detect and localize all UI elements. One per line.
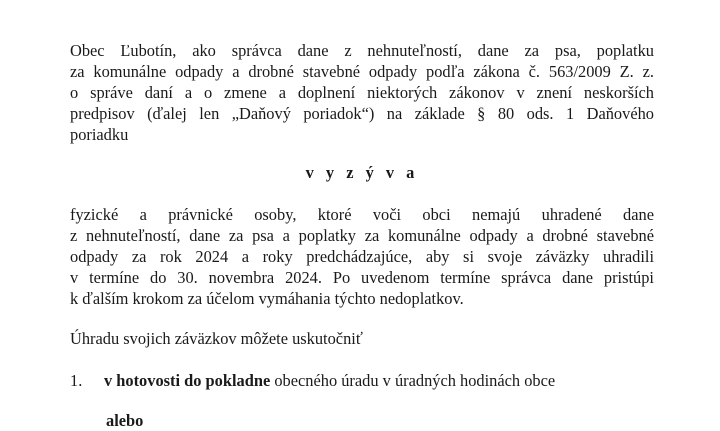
payment-intro: Úhradu svojich záväzkov môžete uskutočniť	[70, 329, 363, 348]
intro-line: Obec Ľubotín, ako správca dane z nehnuteľností, dane za psa, poplatku	[70, 41, 654, 60]
payment-option-bold: v hotovosti do pokladne	[104, 371, 271, 390]
call-line: fyzické a právnické osoby, ktoré voči obci nemajú uhradené dane	[70, 205, 654, 224]
separator-text: alebo	[106, 411, 144, 430]
intro-line: o správe daní a o zmene a doplnení niektorých zákonov v znení neskorších	[70, 83, 654, 102]
intro-line: poriadku	[70, 125, 129, 144]
call-line: k ďalším krokom za účelom vymáhania týchto nedoplatkov.	[70, 289, 464, 308]
intro-line: predpisov (ďalej len „Daňový poriadok“) na základe § 80 ods. 1 Daňového	[70, 104, 654, 123]
call-line: v termíne do 30. novembra 2024. Po uvedenom termíne správca dane pristúpi	[70, 268, 654, 287]
call-paragraph	[70, 204, 654, 309]
document-heading: v y z ý v a	[305, 163, 419, 182]
list-number: 1.	[70, 371, 83, 390]
call-line: odpady za rok 2024 a roky predchádzajúce, aby si svoje záväzky uhradili	[70, 247, 654, 266]
payment-option-text: obecného úradu v úradných hodinách obce	[270, 371, 556, 390]
call-line: z nehnuteľností, dane za psa a poplatky za komunálne odpady a drobné stavebné	[70, 226, 654, 245]
payment-option-item	[70, 370, 555, 391]
intro-paragraph	[70, 40, 654, 145]
intro-line: za komunálne odpady a drobné stavebné odpady podľa zákona č. 563/2009 Z. z.	[70, 62, 654, 81]
